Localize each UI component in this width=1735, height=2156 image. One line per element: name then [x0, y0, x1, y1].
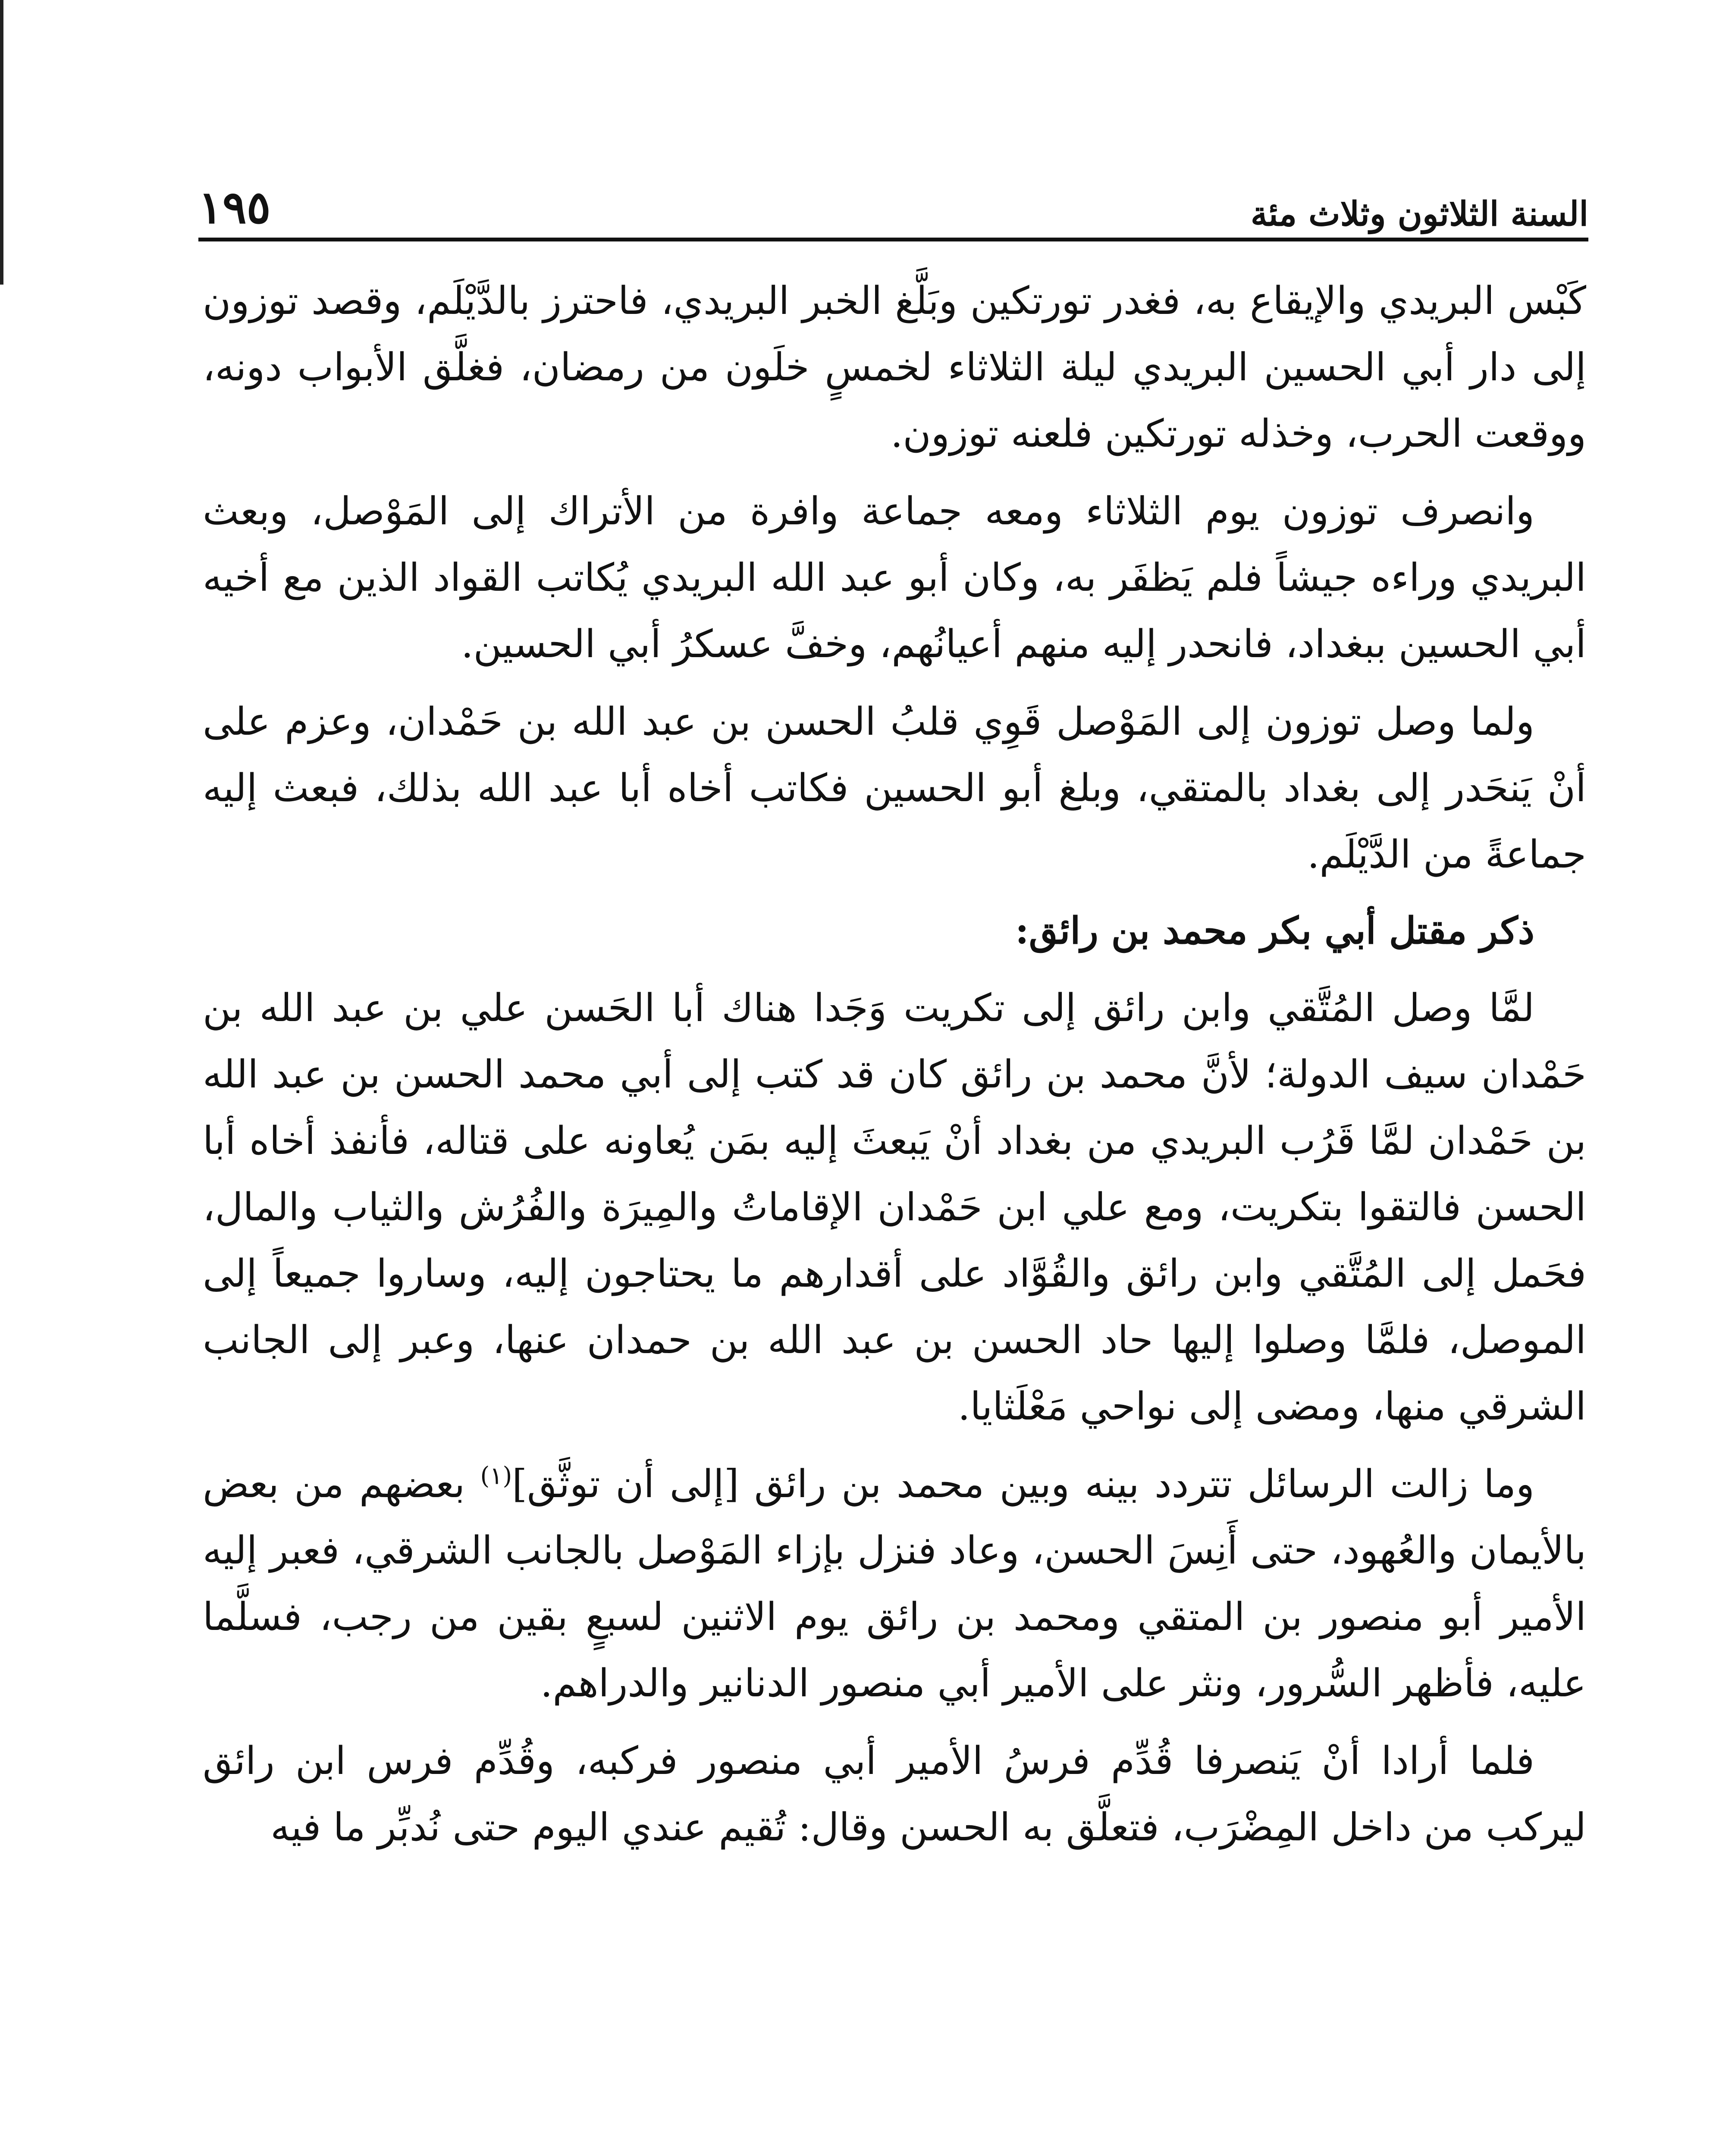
header-rule: [198, 238, 1588, 241]
page-header: [198, 155, 1588, 241]
paragraph-5: [203, 1451, 1586, 1716]
paragraph-6: فلما أرادا أنْ يَنصرفا قُدِّم فرسُ الأمير أبي منصور فركبه، وقُدِّم فرس ابن رائق ليركب من داخل المِضْرَب، فتعلَّق به الحسن وقال: تُقيم عندي اليوم حتى نُدبِّر ما فيه: [203, 1738, 1586, 1849]
paragraph-4: لمَّا وصل المُتَّقي وابن رائق إلى تكريت وَجَدا هناك أبا الحَسن علي بن عبد الله بن حَمْدان سيف الدولة؛ لأنَّ محمد بن رائق كان قد كتب إلى أبي محمد الحسن بن عبد الله بن حَمْدان لمَّا قَرُب البريدي من بغداد أنْ يَبعثَ إليه بمَن يُعاونه على قتاله، فأنفذ أخاه أبا الحسن فالتقوا بتكريت، ومع علي ابن حَمْدان الإقاماتُ والمِيرَة والفُرُش والثياب والمال، فحَمل إلى المُتَّقي وابن رائق والقُوَّاد على أقدارهم ما يحتاجون إليه، وساروا جميعاً إلى الموصل، فلمَّا وصلوا إليها حاد الحسن بن عبد الله بن حمدان عنها، وعبر إلى الجانب الشرقي منها، ومضى إلى نواحي مَعْلَثايا.: [203, 985, 1586, 1429]
footnote-reference: (١): [480, 1462, 512, 1490]
paragraph-5-text-end: بعضهم من بعض بالأيمان والعُهود، حتى أَنِسَ الحسن، وعاد فنزل بإزاء المَوْصل بالجانب الشرقي، فعبر إليه الأمير أبو منصور بن المتقي ومحمد بن رائق يوم الاثنين لسبعٍ بقين من رجب، فسلَّما عليه، فأظهر السُّرور، ونثر على الأمير أبي منصور الدنانير والدراهم.: [203, 1461, 1586, 1705]
scan-border-mark: [0, 0, 3, 285]
paragraph-2: وانصرف توزون يوم الثلاثاء ومعه جماعة وافرة من الأتراك إلى المَوْصل، وبعث البريدي وراءه جيشاً فلم يَظفَر به، وكان أبو عبد الله البريدي يُكاتب القواد الذين مع أخيه أبي الحسين ببغداد، فانحدر إليه منهم أعيانُهم، وخفَّ عسكرُ أبي الحسين.: [203, 489, 1586, 666]
paragraph-5-text-start: وما زالت الرسائل تتردد بينه وبين محمد بن رائق [إلى أن توثَّق]: [512, 1461, 1534, 1506]
paragraph-3: ولما وصل توزون إلى المَوْصل قَوِي قلبُ الحسن بن عبد الله بن حَمْدان، وعزم على أنْ يَنحَدر إلى بغداد بالمتقي، وبلغ أبو الحسين فكاتب أخاه أبا عبد الله بذلك، فبعث إليه جماعةً من الدَّيْلَم.: [203, 699, 1586, 877]
text-body: [203, 267, 1586, 1871]
paragraph-1: كَبْس البريدي والإيقاع به، فغدر تورتكين وبَلَّغ الخبر البريدي، فاحترز بالدَّيْلَم، وقصد توزون إلى دار أبي الحسين البريدي ليلة الثلاثاء لخمسٍ خلَون من رمضان، فغلَّق الأبواب دونه، ووقعت الحرب، وخذله تورتكين فلعنه توزون.: [203, 278, 1586, 456]
section-heading: ذكر مقتل أبي بكر محمد بن رائق:: [1015, 909, 1534, 953]
running-title: السنة الثلاثون وثلاث مئة: [1250, 194, 1588, 234]
page-number: ١٩٥: [198, 181, 271, 234]
